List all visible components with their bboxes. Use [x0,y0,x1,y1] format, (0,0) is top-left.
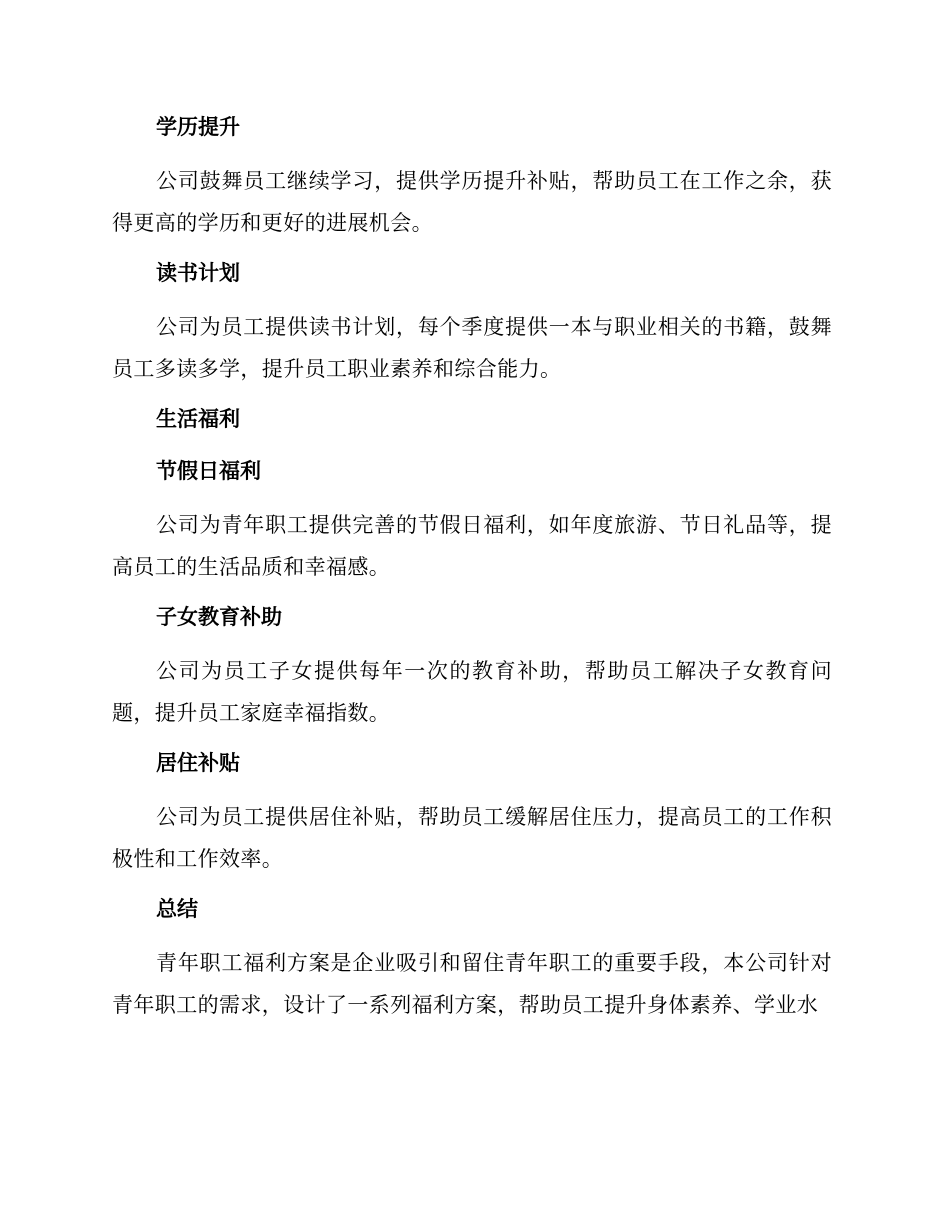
section-text-housing-subsidy: 公司为员工提供居住补贴，帮助员工缓解居住压力，提高员工的工作积极性和工作效率。 [112,805,832,871]
section-heading-summary: 总结 [156,897,198,921]
section-heading-life-benefits: 生活福利 [156,407,240,431]
document-body [112,108,832,1036]
section-heading-holiday-benefits: 节假日福利 [156,459,261,483]
section-heading-reading-plan: 读书计划 [156,261,240,285]
section-text-education: 公司鼓舞员工继续学习，提供学历提升补贴，帮助员工在工作之余，获得更高的学历和更好的进展机会。 [112,169,832,235]
section-text-summary: 青年职工福利方案是企业吸引和留住青年职工的重要手段，本公司针对青年职工的需求，设计了一系列福利方案，帮助员工提升身体素养、学业水 [112,951,832,1017]
section-text-holiday-benefits: 公司为青年职工提供完善的节假日福利，如年度旅游、节日礼品等，提高员工的生活品质和幸福感。 [112,513,832,579]
section-heading-child-education: 子女教育补助 [156,605,282,629]
section-text-child-education: 公司为员工子女提供每年一次的教育补助，帮助员工解决子女教育问题，提升员工家庭幸福指数。 [112,659,832,725]
section-text-reading-plan: 公司为员工提供读书计划，每个季度提供一本与职业相关的书籍，鼓舞员工多读多学，提升员工职业素养和综合能力。 [112,315,832,381]
section-heading-housing-subsidy: 居住补贴 [156,751,240,775]
section-heading-education: 学历提升 [156,115,240,139]
